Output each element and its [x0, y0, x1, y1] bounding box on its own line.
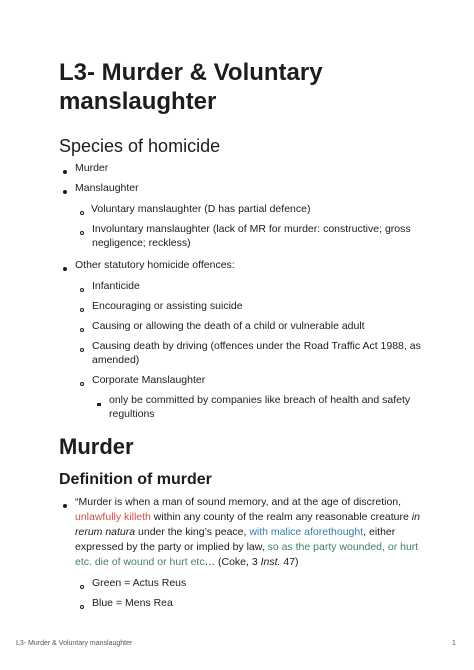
list-item-continuation: regultions	[109, 408, 155, 420]
quote-text: , either	[363, 526, 396, 538]
page-number: 1	[452, 640, 456, 647]
quote-line	[75, 510, 420, 525]
mens-rea-phrase: with malice aforethought	[249, 526, 364, 538]
quote-line	[75, 525, 395, 540]
list-item: Manslaughter	[75, 182, 139, 194]
actus-reus-phrase: etc. die of wound or hurt etc	[75, 556, 205, 568]
quote-text: expressed by the party or implied by law,	[75, 541, 268, 553]
list-item: Other statutory homicide offences:	[75, 259, 235, 271]
quote-text: 47)	[280, 556, 299, 568]
list-item: Voluntary manslaughter (D has partial defence)	[91, 203, 311, 215]
list-item: Infanticide	[92, 280, 140, 292]
list-item: Green = Actus Reus	[92, 577, 187, 589]
quote-line	[75, 540, 418, 555]
list-item: only be committed by companies like breach of health and safety	[109, 394, 411, 406]
actus-reus-phrase: so as the party wounded, or hurt	[267, 541, 419, 553]
footer-title: L3- Murder & Voluntary manslaughter	[16, 640, 133, 647]
list-item: Involuntary manslaughter (lack of MR for murder: constructive; gross	[92, 223, 411, 235]
list-item-continuation: amended)	[92, 354, 140, 366]
bullet-ring-icon	[80, 225, 84, 240]
bullet-ring-icon	[80, 322, 84, 337]
quote-line	[75, 555, 299, 570]
bullet-ring-icon	[80, 342, 84, 357]
list-item: Corporate Manslaughter	[92, 374, 206, 386]
list-item: Murder	[75, 162, 109, 174]
bullet-ring-icon	[80, 579, 84, 594]
quote-italic: in	[411, 511, 420, 523]
quote-italic: Inst.	[260, 556, 281, 568]
species-heading: Species of homicide	[59, 136, 221, 156]
quote-text: … (Coke, 3	[204, 556, 261, 568]
bullet-ring-icon	[80, 302, 84, 317]
bullet-dot-icon	[63, 261, 67, 276]
definition-heading: Definition of murder	[59, 471, 212, 488]
list-item: Causing death by driving (offences under the Road Traffic Act 1988, as	[92, 340, 421, 352]
list-item: Blue = Mens Rea	[92, 597, 173, 609]
bullet-ring-icon	[80, 599, 84, 614]
bullet-ring-icon	[80, 376, 84, 391]
list-item-continuation: negligence; reckless)	[92, 237, 191, 249]
quote-text: under the king’s peace,	[135, 526, 250, 538]
list-item: Encouraging or assisting suicide	[92, 300, 243, 312]
bullet-dot-icon	[63, 184, 67, 199]
murder-heading: Murder	[59, 434, 134, 459]
bullet-ring-icon	[80, 205, 84, 220]
bullet-dot-icon	[63, 164, 67, 179]
quote-text: within any county of the realm any reasonable creature	[150, 511, 412, 523]
bullet-square-icon	[97, 396, 101, 411]
bullet-dot-icon	[63, 498, 67, 513]
quote-italic: rerum natura	[75, 526, 136, 538]
list-item: Causing or allowing the death of a child or vulnerable adult	[92, 320, 365, 332]
quote-line: “Murder is when a man of sound memory, and at the age of discretion,	[75, 496, 402, 508]
page-title: L3- Murder & Voluntary manslaughter	[59, 59, 323, 115]
bullet-ring-icon	[80, 282, 84, 297]
actus-reus-phrase: unlawfully killeth	[75, 511, 151, 523]
